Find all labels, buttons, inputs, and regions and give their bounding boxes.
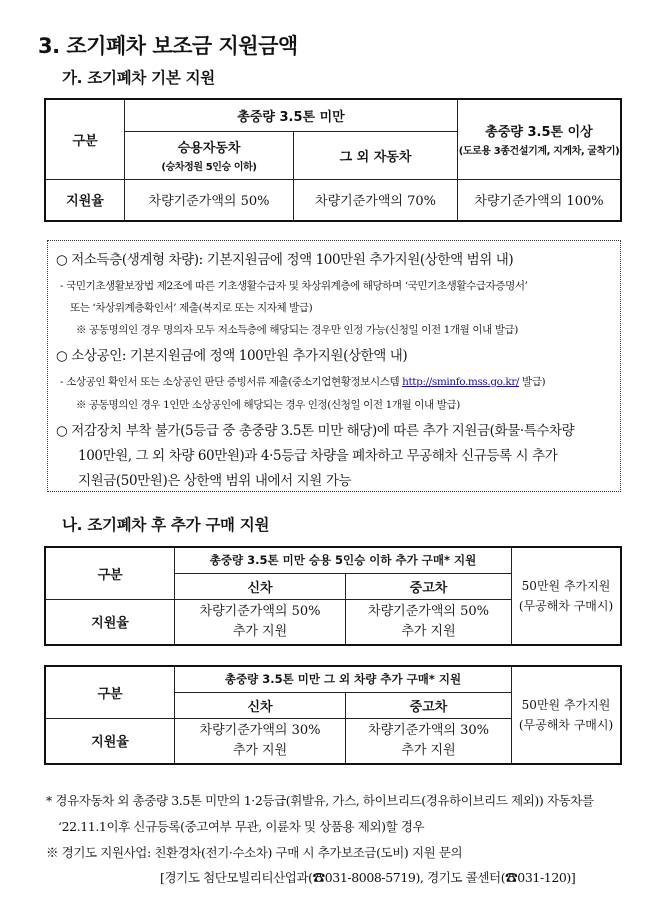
rate-other: 차량기준가액의 70% (294, 179, 458, 221)
note-low-income-detail-2: 또는 ‘차상위계층확인서’ 제출(복지로 또는 지자체 발급) (70, 302, 313, 314)
additional-passenger-table (44, 546, 622, 646)
new-car-header: 신차 (175, 692, 346, 718)
note-small-business-remark: ※ 공동명의인 경우 1인만 소상공인에 해당되는 경우 인정(신청일 이전 1개월 이내 발급) (76, 399, 460, 411)
group-under-header: 총중량 3.5톤 미만 (125, 99, 458, 131)
note-low-income-remark: ※ 공동명의인 경우 명의자 모두 저소득층에 해당되는 경우만 인정 가능(신청일 이전 1개월 이내 발급) (76, 324, 518, 336)
rate-new (175, 599, 346, 645)
rate-used-value: 차량기준가액의 30% (368, 722, 489, 738)
additional-other-table (44, 665, 622, 765)
rate-label: 지원율 (45, 179, 125, 221)
group-over-header (458, 99, 622, 179)
footnote-line-1: * 경유자동차 외 총중량 3.5톤 미만의 1·2등급(휘발유, 가스, 하이브리드(경유하이브리드 제외)) 자동차를 (46, 793, 594, 808)
row-header: 구분 (45, 99, 125, 179)
group-header: 총중량 3.5톤 미만 승용 5인승 이하 추가 구매* 지원 (175, 547, 512, 573)
bonus-condition: (무공해차 구매시) (518, 718, 614, 732)
note-small-business: ○ 소상공인: 기본지원금에 정액 100만원 추가지원(상한액 내) (56, 348, 408, 364)
zero-emission-bonus (512, 666, 622, 764)
small-business-text: - 소상공인 확인서 또는 소상공인 판단 증빙서류 제출(중소기업현황정보시스템 (60, 376, 403, 388)
passenger-header (125, 131, 294, 179)
note-reduction-device: ○ 저감장치 부착 불가(5등급 중 총중량 3.5톤 미만 해당)에 따른 추가 지원금(화물·특수차량 (56, 423, 575, 439)
note-low-income-detail: - 국민기초생활보장법 제2조에 따른 기초생활수급자 및 차상위계층에 해당하며 ‘국민기초생활수급자증명서’ (60, 280, 528, 292)
rate-used-suffix: 추가 지원 (401, 623, 456, 639)
over-note: (도로용 3종건설기계, 지게차, 굴착기) (458, 146, 620, 158)
group-header: 총중량 3.5톤 미만 그 외 차량 추가 구매* 지원 (175, 666, 512, 692)
zero-emission-bonus (512, 547, 622, 645)
footnote-line-2: ‘22.11.1이후 신규등록(중고여부 무관, 이륜차 및 상품용 제외)할 경우 (58, 819, 425, 834)
rate-new-value: 차량기준가액의 50% (199, 603, 321, 619)
note-low-income: ○ 저소득층(생계형 차량): 기본지원금에 정액 100만원 추가지원(상한액 범위 내) (56, 252, 514, 268)
sminfo-link[interactable]: http://sminfo.mss.go.kr/ (402, 376, 520, 388)
new-car-header: 신차 (175, 573, 346, 599)
over-label: 총중량 3.5톤 이상 (485, 125, 593, 141)
rate-label: 지원율 (45, 718, 175, 764)
note-reduction-device-3: 지원금(50만원)은 상한액 범위 내에서 지원 가능 (78, 473, 352, 489)
basic-support-table (44, 98, 622, 222)
small-business-text-end: 발급) (519, 376, 546, 388)
passenger-label: 승용자동차 (177, 141, 241, 156)
other-header: 그 외 자동차 (294, 131, 458, 179)
section-a-heading: 가. 조기폐차 기본 지원 (62, 69, 215, 87)
bonus-amount: 50만원 추가지원 (521, 698, 611, 712)
rate-used (346, 718, 512, 764)
rate-used (346, 599, 512, 645)
rate-new-value: 차량기준가액의 30% (199, 722, 321, 738)
rate-passenger: 차량기준가액의 50% (125, 179, 294, 221)
notes-box (47, 240, 621, 492)
rate-new-suffix: 추가 지원 (232, 623, 288, 639)
rate-used-value: 차량기준가액의 50% (368, 603, 489, 619)
bonus-amount: 50만원 추가지원 (521, 579, 611, 593)
footnote-gyeonggi: ※ 경기도 지원사업: 친환경차(전기·수소차) 구매 시 추가보조금(도비) 지원 문의 (46, 845, 463, 860)
used-car-header: 중고차 (346, 573, 512, 599)
row-header: 구분 (45, 666, 175, 718)
rate-new-suffix: 추가 지원 (232, 742, 288, 758)
passenger-note: (승차정원 5인승 이하) (161, 162, 257, 173)
page-title: 3. 조기폐차 보조금 지원금액 (38, 34, 298, 58)
section-b-heading: 나. 조기폐차 후 추가 구매 지원 (62, 516, 270, 534)
used-car-header: 중고차 (346, 692, 512, 718)
note-small-business-detail (60, 374, 545, 389)
rate-new (175, 718, 346, 764)
rate-used-suffix: 추가 지원 (401, 742, 456, 758)
rate-over: 차량기준가액의 100% (458, 179, 622, 221)
footnote-contact: [경기도 첨단모빌리티산업과(☎031-8008-5719), 경기도 콜센터(☎031-120)] (160, 870, 576, 885)
note-reduction-device-2: 100만원, 그 외 차량 60만원)과 4·5등급 차량을 폐차하고 무공해차 신규등록 시 추가 (78, 448, 558, 464)
row-header: 구분 (45, 547, 175, 599)
bonus-condition: (무공해차 구매시) (518, 599, 614, 613)
rate-label: 지원율 (45, 599, 175, 645)
